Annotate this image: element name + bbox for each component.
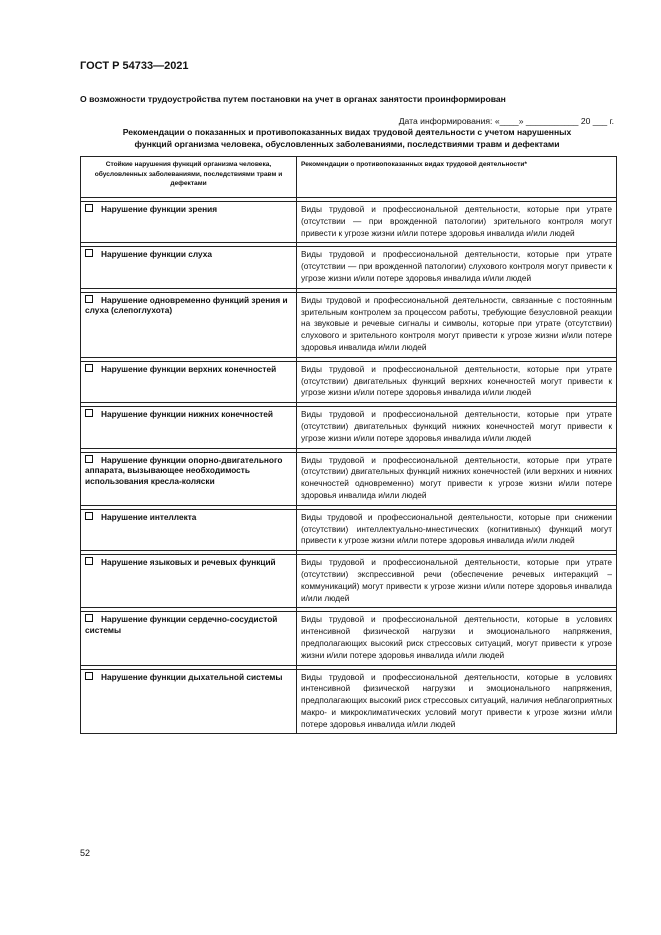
table-row (81, 452, 617, 505)
table-row (81, 669, 617, 734)
impairment-cell (81, 247, 297, 288)
caption-line-1: Рекомендации о показанных и противопоказанных видах трудовой деятельности с учетом нарушенных (122, 127, 572, 137)
notice-text: О возможности трудоустройства путем постановки на учет в органах занятости проинформирован (80, 94, 506, 104)
recommendation-cell: Виды трудовой и профессиональной деятельности, которые при утрате (отсутствии) экспрессивной речи (обеспечение речевых интеракций – коммуникаций) могут привести к угрозе жизни и/или потере здоровья инвалида и/или людей (297, 555, 617, 608)
recommendation-cell: Виды трудовой и профессиональной деятельности, которые при утрате (отсутствии — при врожденной патологии) слухового контроля могут привести к угрозе жизни и/или потере здоровья инвалида и/или людей (297, 247, 617, 288)
header-recommendations: Рекомендации о противопоказанных видах трудовой деятельности* (297, 157, 617, 198)
recommendation-cell: Виды трудовой и профессиональной деятельности, которые при снижении (отсутствии) интеллектуально-мнестических (когнитивных) функций могут привести к угрозе жизни и/или потере здоровья инвалида и/или людей (297, 509, 617, 550)
impairment-label: Нарушение функции слуха (101, 249, 212, 260)
checkbox-icon (85, 249, 93, 257)
impairment-cell (81, 407, 297, 448)
table-body (81, 198, 617, 734)
checkbox-icon (85, 512, 93, 520)
impairment-cell (81, 292, 297, 357)
recommendation-cell: Виды трудовой и профессиональной деятельности, связанные с постоянным зрительным контролем за процессом работы, требующие безусловной реакции на звуковые и речевые сигналы и символы, которые при утрате (отсутствии) слухового и зрительного контроля могут привести к угрозе жизни и/или потере здоровья инвалида и/или людей (297, 292, 617, 357)
impairment-cell (81, 509, 297, 550)
impairment-label: Нарушение одновременно функций зрения и слуха (слепоглухота) (85, 294, 288, 316)
table-row (81, 555, 617, 608)
page-number: 52 (80, 848, 91, 858)
recommendation-cell: Виды трудовой и профессиональной деятельности, которые при утрате (отсутствии) двигательных функций верхних конечностей могут привести к угрозе жизни и/или потере здоровья инвалида и/или людей (297, 361, 617, 402)
date-line: Дата информирования: «____» ___________ 20 ___ г. (398, 116, 614, 126)
table-row (81, 202, 617, 243)
recommendation-cell: Виды трудовой и профессиональной деятельности, которые при утрате (отсутствии) двигательных функций нижних конечностей могут привести к угрозе жизни и/или потере здоровья инвалида и/или людей (297, 407, 617, 448)
checkbox-icon (85, 295, 93, 303)
impairment-cell (81, 452, 297, 505)
impairment-label: Нарушение функции нижних конечностей (101, 409, 274, 420)
table-header-row (81, 157, 617, 198)
impairment-label: Нарушение функции дыхательной системы (101, 671, 283, 682)
checkbox-icon (85, 409, 93, 417)
impairment-label: Нарушение функции сердечно-сосудистой системы (85, 614, 278, 635)
header-impairments: Стойкие нарушения функций организма человека, обусловленных заболеваниями, последствиями травм и дефектами (81, 157, 297, 198)
standard-number: ГОСТ Р 54733—2021 (80, 60, 189, 72)
table-row (81, 361, 617, 402)
impairment-label: Нарушение интеллекта (101, 511, 197, 522)
recommendation-cell: Виды трудовой и профессиональной деятельности, которые при утрате (отсутствии) двигательных функций нижних конечностей (или верхних и нижних конечностей одновременно) могут привести к угрозе жизни и/или потере здоровья инвалида и/или людей (297, 452, 617, 505)
checkbox-icon (85, 557, 93, 565)
checkbox-icon (85, 614, 93, 622)
table-row (81, 612, 617, 665)
checkbox-icon (85, 364, 93, 372)
impairment-cell (81, 202, 297, 243)
table-row (81, 292, 617, 357)
table-row (81, 407, 617, 448)
checkbox-icon (85, 672, 93, 680)
table-row (81, 509, 617, 550)
recommendation-cell: Виды трудовой и профессиональной деятельности, которые при утрате (отсутствии — при врожденной патологии) зрительного контроля могут привести к угрозе жизни и/или потере здоровья инвалида и/или людей (297, 202, 617, 243)
impairment-label: Нарушение языковых и речевых функций (101, 557, 276, 568)
table-caption (80, 127, 614, 150)
recommendation-cell: Виды трудовой и профессиональной деятельности, которые в условиях интенсивной физической нагрузки и эмоционального напряжения, предполагающих высокий риск стрессовых ситуаций, наличия неблагоприятных макро- и микроклиматических условий могут привести к угрозе жизни и/или потере здоровья инвалида и/или людей (297, 669, 617, 734)
impairment-label: Нарушение функции зрения (101, 204, 218, 214)
impairment-cell (81, 555, 297, 608)
impairment-label: Нарушение функции опорно-двигательного аппарата, вызывающее необходимость использования кресла-коляски (85, 454, 283, 486)
caption-line-2: функций организма человека, обусловленных заболеваниями, последствиями травм и дефектами (134, 138, 560, 149)
recommendation-cell: Виды трудовой и профессиональной деятельности, которые в условиях интенсивной физической нагрузки и эмоционального напряжения, предполагающих высокий риск стрессовых ситуаций, могут привести к угрозе жизни и/или потере здоровья инвалида и/или людей (297, 612, 617, 665)
recommendations-table (80, 156, 617, 734)
checkbox-icon (85, 455, 93, 463)
impairment-cell (81, 612, 297, 665)
checkbox-icon (85, 204, 93, 212)
impairment-label: Нарушение функции верхних конечностей (101, 363, 277, 374)
impairment-cell (81, 361, 297, 402)
table-row (81, 247, 617, 288)
impairment-cell (81, 669, 297, 734)
